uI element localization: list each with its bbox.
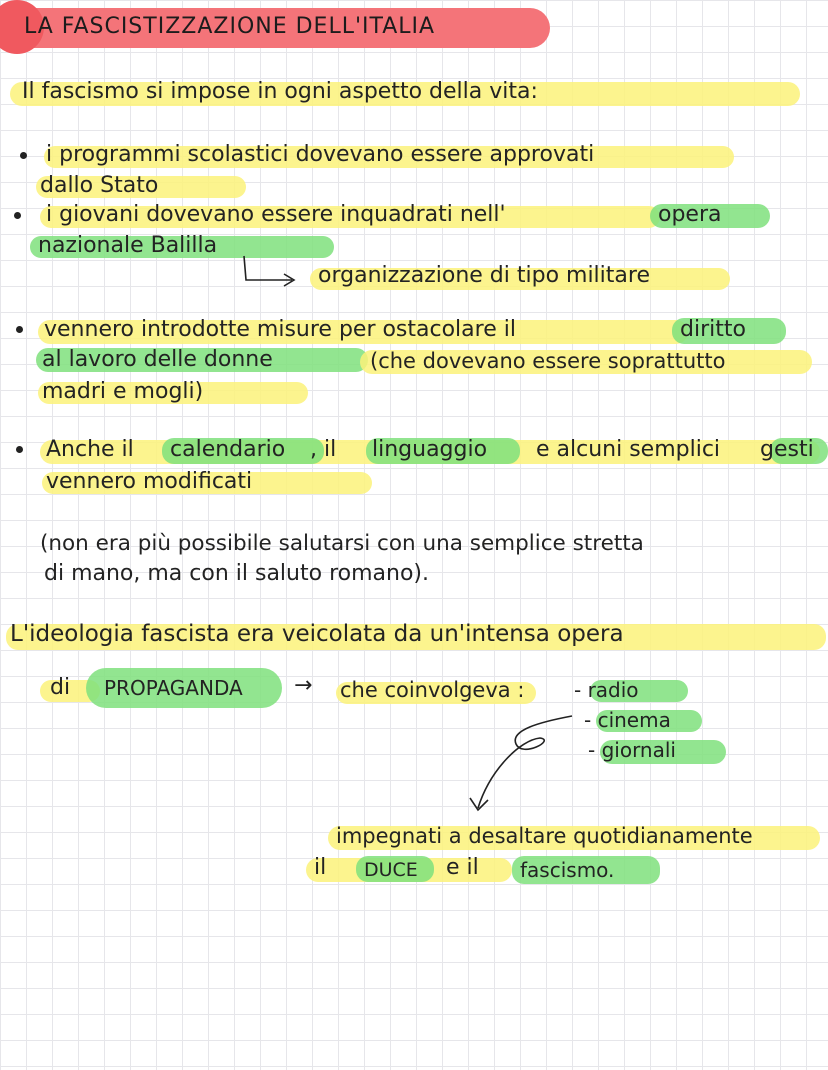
duce-label: DUCE: [364, 859, 418, 881]
bullet2-line2: nazionale Balilla: [38, 233, 218, 258]
bullet4-text-b: , il: [310, 437, 337, 462]
bullet3-diritto: diritto: [680, 317, 746, 342]
arrow-icon: [244, 256, 292, 280]
bullet1-line1: i programmi scolastici dovevano essere approvati: [46, 142, 595, 167]
bullet4-text-a: Anche il: [46, 437, 134, 462]
result-il: il: [314, 855, 327, 880]
intro-text: Il fascismo si impose in ogni aspetto della vita:: [22, 79, 538, 104]
bullet1-line2: dallo Stato: [40, 173, 159, 198]
propaganda-label: PROPAGANDA: [104, 676, 243, 700]
bullet3-line2-hl: al lavoro delle donne: [42, 347, 273, 372]
bullet-dot: [20, 152, 27, 159]
bullet4-calendario: calendario: [170, 437, 286, 462]
ideology-di: di: [50, 675, 71, 700]
bullet2-opera: opera: [658, 202, 722, 227]
page-title: LA FASCISTIZZAZIONE DELL'ITALIA: [24, 14, 436, 39]
media-item: - cinema: [584, 708, 671, 732]
bullet-dot: [16, 446, 23, 453]
bullet4-linguaggio: linguaggio: [372, 437, 488, 462]
bullet-dot: [16, 326, 23, 333]
bullet3-line3: madri e mogli): [42, 379, 204, 404]
media-item: - radio: [574, 678, 639, 702]
ideology-coinvolgeva: che coinvolgeva :: [340, 678, 525, 702]
curved-arrow-icon: [478, 716, 572, 808]
bullet3-line2: (che dovevano essere soprattutto: [370, 349, 726, 373]
bullet-dot: [14, 212, 21, 219]
bullet4-text-c: e alcuni semplici: [536, 437, 721, 462]
bullet4-gesti: gesti: [760, 437, 814, 462]
result-line1: impegnati a desaltare quotidianamente: [336, 824, 753, 848]
bullet3-line1: vennero introdotte misure per ostacolare il: [44, 317, 516, 342]
bullet2-sub: organizzazione di tipo militare: [318, 263, 650, 288]
arrow-right-icon: →: [294, 673, 313, 698]
note-line1: (non era più possibile salutarsi con una semplice stretta: [40, 531, 644, 556]
fascismo-label: fascismo.: [520, 858, 615, 882]
bullet2-line1: i giovani dovevano essere inquadrati nell': [46, 202, 506, 227]
result-e-il: e il: [446, 855, 479, 880]
arrow-head-icon: [470, 798, 488, 810]
media-item: - giornali: [588, 738, 676, 762]
ideology-line1: L'ideologia fascista era veicolata da un'intensa opera: [10, 621, 624, 647]
arrow-head-icon: [284, 274, 294, 286]
bullet4-line2: vennero modificati: [46, 469, 253, 494]
note-line2: di mano, ma con il saluto romano).: [44, 561, 429, 586]
